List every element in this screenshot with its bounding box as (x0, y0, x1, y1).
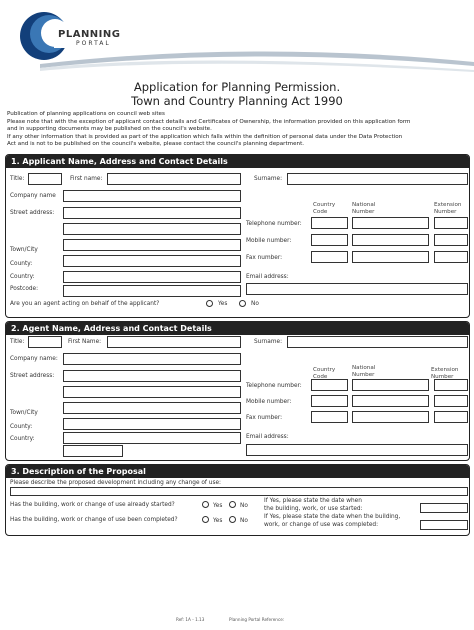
mobile-label: Mobile number: (246, 238, 292, 244)
completed-date-input[interactable] (420, 520, 468, 530)
applicant-county-input[interactable] (63, 271, 241, 283)
applicant-title-input[interactable] (28, 173, 62, 185)
county-label: County: (10, 424, 33, 430)
section-heading: 3. Description of the Proposal (6, 465, 469, 478)
completed-no-radio[interactable] (229, 516, 236, 523)
surname-label: Surname: (254, 176, 283, 182)
agent-telephone-extension-input[interactable] (434, 379, 468, 391)
yes-label: Yes (213, 503, 223, 509)
agent-section (5, 321, 470, 461)
planning-portal-reference-label: Planning Portal Reference: (229, 617, 285, 622)
completed-date-label-2: work, or change of use was completed: (264, 522, 379, 528)
section-heading: 1. Applicant Name, Address and Contact Details (6, 155, 469, 168)
applicant-street-input-2[interactable] (63, 223, 241, 235)
title-label: Title: (10, 176, 25, 182)
agent-email-input[interactable] (246, 444, 468, 456)
telephone-country-code-input[interactable] (311, 217, 348, 229)
agent-fax-extension-input[interactable] (434, 411, 468, 423)
telephone-label: Telephone number: (246, 221, 302, 227)
applicant-country-input[interactable] (63, 285, 241, 297)
agent-county-input[interactable] (63, 432, 241, 444)
agent-fax-country-code-input[interactable] (311, 411, 348, 423)
agent-question: Are you an agent acting on behalf of the applicant? (10, 301, 160, 307)
completed-question: Has the building, work or change of use been completed? (10, 517, 178, 523)
yes-label: Yes (213, 518, 223, 524)
proposal-description-input[interactable] (10, 487, 468, 496)
yes-label: Yes (218, 301, 228, 307)
page-title: Application for Planning Permission. (133, 80, 341, 94)
agent-telephone-number-input[interactable] (352, 379, 429, 391)
agent-telephone-country-code-input[interactable] (311, 379, 348, 391)
started-date-label-1: If Yes, please state the date when (264, 498, 362, 504)
company-label: Company name (10, 193, 56, 199)
national-number-header: National Number (352, 202, 376, 215)
telephone-number-input[interactable] (352, 217, 429, 229)
mobile-country-code-input[interactable] (311, 234, 348, 246)
proposal-section (5, 464, 470, 536)
first-name-label: First Name: (68, 339, 102, 345)
started-date-input[interactable] (420, 503, 468, 513)
fax-extension-input[interactable] (434, 251, 468, 263)
country-code-header: Country Code (313, 202, 336, 215)
fax-country-code-input[interactable] (311, 251, 348, 263)
applicant-surname-input[interactable] (287, 173, 468, 185)
fax-label: Fax number: (246, 415, 283, 421)
agent-mobile-country-code-input[interactable] (311, 395, 348, 407)
extension-number-header: Extension Number (431, 367, 459, 380)
started-no-radio[interactable] (229, 501, 236, 508)
country-label: Country: (10, 436, 35, 442)
applicant-town-input[interactable] (63, 255, 241, 267)
mobile-extension-input[interactable] (434, 234, 468, 246)
agent-fax-number-input[interactable] (352, 411, 429, 423)
no-label: No (240, 518, 248, 524)
intro-notice (7, 111, 469, 149)
started-yes-radio[interactable] (202, 501, 209, 508)
started-question: Has the building, work or change of use already started? (10, 502, 175, 508)
county-label: County: (10, 261, 33, 267)
agent-street-input-1[interactable] (63, 370, 241, 382)
first-name-label: First name: (70, 176, 103, 182)
agent-yes-radio[interactable] (206, 300, 213, 307)
agent-title-input[interactable] (28, 336, 62, 348)
no-label: No (251, 301, 259, 307)
agent-street-input-2[interactable] (63, 386, 241, 398)
page-subtitle: Town and Country Planning Act 1990 (131, 94, 343, 108)
email-label: Email address: (246, 434, 289, 440)
town-label: Town/City (10, 247, 38, 253)
intro-line: Publication of planning applications on council web sites (7, 111, 165, 117)
agent-surname-input[interactable] (287, 336, 468, 348)
agent-mobile-number-input[interactable] (352, 395, 429, 407)
street-label: Street address: (10, 210, 55, 216)
applicant-first-name-input[interactable] (107, 173, 241, 185)
telephone-label: Telephone number: (246, 383, 302, 389)
national-number-header: National Number (352, 365, 376, 378)
extension-number-header: Extension Number (434, 202, 462, 215)
applicant-section (5, 154, 470, 318)
logo-text: PLANNING (58, 29, 121, 40)
logo-subtext: PORTAL (76, 40, 111, 47)
form-reference: Ref: 1A - 1.13 (176, 617, 205, 622)
intro-line: If any other information that is provided as part of the application which falls within the definition of personal data under the Data Protection (7, 133, 403, 140)
section-heading: 2. Agent Name, Address and Contact Details (6, 322, 469, 335)
agent-no-radio[interactable] (239, 300, 246, 307)
header (0, 0, 474, 75)
agent-street-input-3[interactable] (63, 402, 241, 414)
title-label: Title: (10, 339, 25, 345)
describe-label: Please describe the proposed development including any change of use: (10, 480, 222, 486)
agent-company-input[interactable] (63, 353, 241, 365)
street-label: Street address: (10, 373, 55, 379)
country-code-header: Country Code (313, 367, 336, 380)
no-label: No (240, 503, 248, 509)
mobile-label: Mobile number: (246, 399, 292, 405)
agent-first-name-input[interactable] (107, 336, 241, 348)
agent-country-input[interactable] (63, 445, 123, 457)
surname-label: Surname: (254, 339, 283, 345)
applicant-street-input-1[interactable] (63, 207, 241, 219)
completed-date-label-1: If Yes, please state the date when the building, (264, 514, 401, 520)
telephone-extension-input[interactable] (434, 217, 468, 229)
town-label: Town/City (10, 410, 38, 416)
completed-yes-radio[interactable] (202, 516, 209, 523)
fax-label: Fax number: (246, 255, 283, 261)
country-label: Country: (10, 274, 35, 280)
intro-line: Please note that with the exception of applicant contact details and Certificates of Ownership, the information provided on this application form (7, 118, 411, 125)
mobile-number-input[interactable] (352, 234, 429, 246)
company-label: Company name: (10, 356, 58, 362)
intro-line: Act and is not to be published on the council's website, please contact the council's planning department. (7, 141, 305, 147)
fax-number-input[interactable] (352, 251, 429, 263)
started-date-label-2: the building, work, or use started: (264, 506, 363, 512)
agent-town-input[interactable] (63, 418, 241, 430)
agent-mobile-extension-input[interactable] (434, 395, 468, 407)
postcode-label: Postcode: (10, 286, 39, 292)
applicant-email-input[interactable] (246, 283, 468, 295)
applicant-street-input-3[interactable] (63, 239, 241, 251)
intro-line: and in supporting documents may be published on the council's website. (7, 126, 212, 132)
applicant-company-input[interactable] (63, 190, 241, 202)
email-label: Email address: (246, 274, 289, 280)
